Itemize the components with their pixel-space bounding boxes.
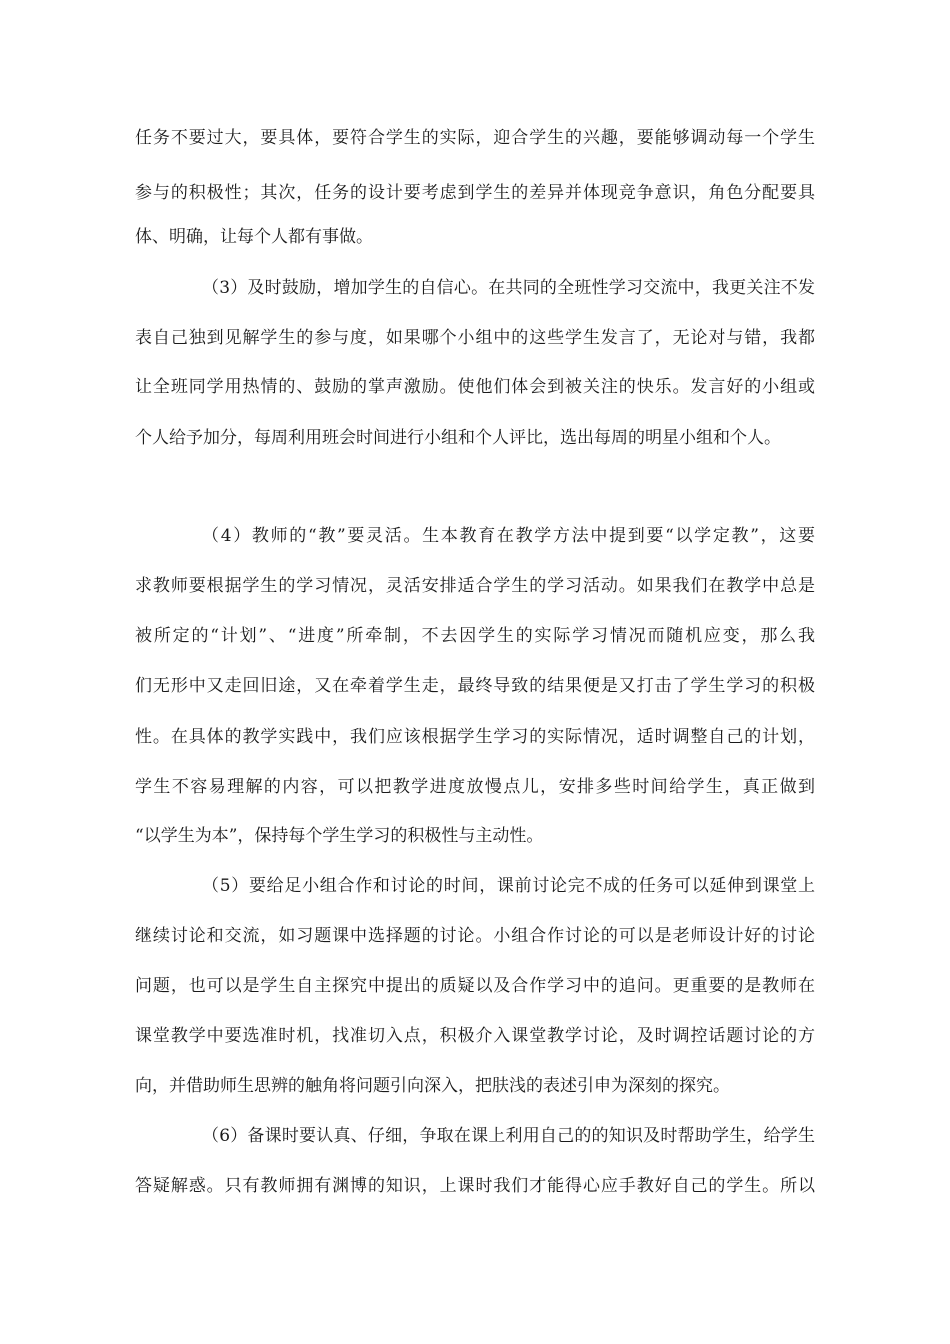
text-line: 向，并借助师生思辨的触角将问题引向深入，把肤浅的表述引申为深刻的探究。 xyxy=(135,1076,730,1096)
paragraph-5-line: （5）要给足小组合作和讨论的时间，课前讨论完不成的任务可以延伸到课堂上 xyxy=(202,876,815,896)
text-line: 表自己独到见解学生的参与度，如果哪个小组中的这些学生发言了，无论对与错，我都 xyxy=(135,328,815,348)
text-line: 任务不要过大，要具体，要符合学生的实际，迎合学生的兴趣，要能够调动每一个学生 xyxy=(135,128,815,148)
text-line: 参与的积极性；其次，任务的设计要考虑到学生的差异并体现竞争意识，角色分配要具 xyxy=(135,183,815,203)
paragraph-6-line: （6）备课时要认真、仔细，争取在课上利用自己的的知识及时帮助学生，给学生 xyxy=(202,1126,815,1146)
text-line: 问题，也可以是学生自主探究中提出的质疑以及合作学习中的追问。更重要的是教师在 xyxy=(135,976,815,996)
text-line: 让全班同学用热情的、鼓励的掌声激励。使他们体会到被关注的快乐。发言好的小组或 xyxy=(135,377,815,397)
text-line: 继续讨论和交流，如习题课中选择题的讨论。小组合作讨论的可以是老师设计好的讨论 xyxy=(135,926,815,946)
paragraph-4-line: （4）教师的“教”要灵活。生本教育在教学方法中提到要“以学定教”，这要 xyxy=(202,526,815,546)
text-line: 课堂教学中要选准时机，找准切入点，积极介入课堂教学讨论，及时调控话题讨论的方 xyxy=(135,1026,815,1046)
text-line: 求教师要根据学生的学习情况，灵活安排适合学生的学习活动。如果我们在教学中总是 xyxy=(135,576,815,596)
text-line: 们无形中又走回旧途，又在牵着学生走，最终导致的结果便是又打击了学生学习的积极 xyxy=(135,676,815,696)
text-line: 答疑解惑。只有教师拥有渊博的知识，上课时我们才能得心应手教好自己的学生。所以 xyxy=(135,1176,815,1196)
text-line: 个人给予加分，每周利用班会时间进行小组和个人评比，选出每周的明星小组和个人。 xyxy=(135,428,781,448)
paragraph-3-line: （3）及时鼓励，增加学生的自信心。在共同的全班性学习交流中，我更关注不发 xyxy=(202,278,815,298)
text-line: 体、明确，让每个人都有事做。 xyxy=(135,227,373,247)
text-line: 被所定的“计划”、“进度”所牵制，不去因学生的实际学习情况而随机应变，那么我 xyxy=(135,626,815,646)
text-line: 性。在具体的教学实践中，我们应该根据学生学习的实际情况，适时调整自己的计划， xyxy=(135,727,815,747)
text-line: “以学生为本”，保持每个学生学习的积极性与主动性。 xyxy=(135,826,544,846)
text-line: 学生不容易理解的内容，可以把教学进度放慢点儿，安排多些时间给学生，真正做到 xyxy=(135,777,815,797)
